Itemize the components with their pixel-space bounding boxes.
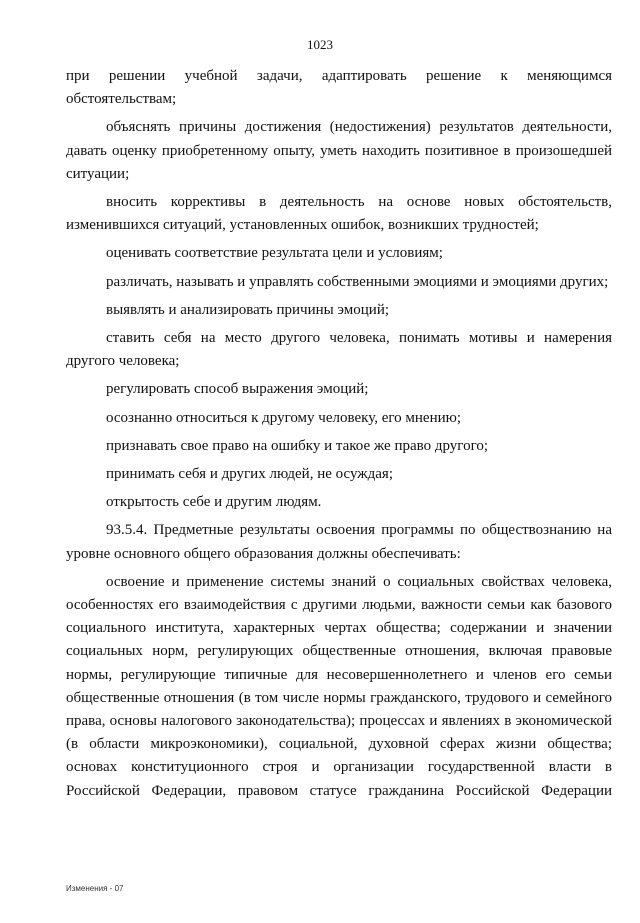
paragraph: различать, называть и управлять собственными эмоциями и эмоциями других;	[106, 273, 609, 290]
paragraph: регулировать способ выражения эмоций;	[106, 381, 369, 398]
paragraph: объяснять причины достижения (недостижения) результатов деятельности, давать оценку приобретенному опыту, уметь находить позитивное в произошедшей ситуации;	[66, 119, 612, 182]
paragraph: принимать себя и других людей, не осуждая;	[106, 466, 393, 483]
paragraph: ставить себя на место другого человека, понимать мотивы и намерения другого человека;	[66, 330, 612, 370]
paragraph: осознанно относиться к другому человеку, его мнению;	[106, 409, 462, 426]
paragraph: при решении учебной задачи, адаптировать решение к меняющимся обстоятельствам;	[66, 68, 612, 108]
footer-revision-note: Изменения - 07	[66, 884, 124, 893]
paragraph: оценивать соответствие результата цели и условиям;	[106, 245, 443, 262]
paragraph: освоение и применение системы знаний о социальных свойствах человека, особенностях его взаимодействия с другими людьми, важности семьи как базового социального института, характерных чертах общества; содержании и значении социальных норм, регулирующих общественные отношения, включая правовые нормы, регулирующие типичные для несовершеннолетнего и членов его семьи общественные отношения (в том числе нормы гражданского, трудового и семейного права, основы налогового законодательства); процессах и явлениях в экономической (в области микроэкономики), социальной, духовной сферах жизни общества; основах конституционного строя и организации государственной власти в Российской Федерации, правовом статусе гражданина Российской Федерации	[66, 573, 612, 799]
page-number: 1023	[307, 37, 333, 52]
paragraph: открытость себе и другим людям.	[106, 494, 322, 511]
paragraph: выявлять и анализировать причины эмоций;	[106, 301, 390, 318]
section-paragraph: 93.5.4. Предметные результаты освоения программы по обществознанию на уровне основного общего образования должны обеспечивать:	[66, 522, 612, 562]
paragraph: признавать свое право на ошибку и такое же право другого;	[106, 437, 489, 454]
document-body	[66, 65, 612, 803]
paragraph: вносить коррективы в деятельность на основе новых обстоятельств, изменившихся ситуаций, установленных ошибок, возникших трудностей;	[66, 194, 612, 234]
